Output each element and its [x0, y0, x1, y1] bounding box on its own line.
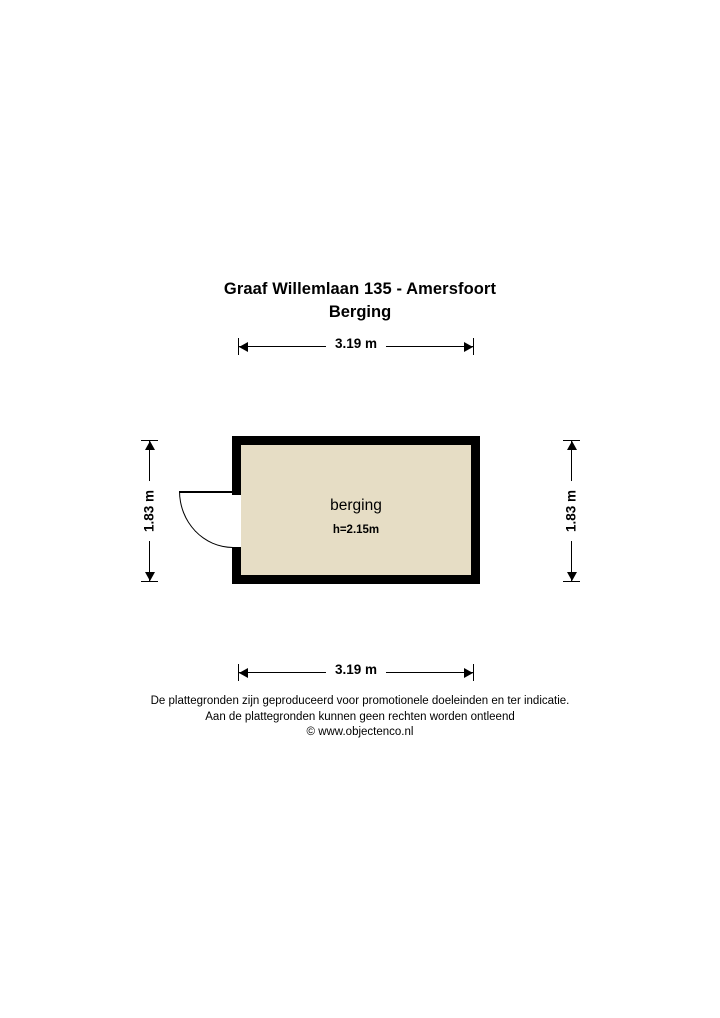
door-arc-icon [179, 491, 233, 548]
door-swing [179, 491, 234, 551]
dimension-tick-bottom [141, 581, 158, 582]
dimension-top-width-label: 3.19 m [326, 335, 386, 352]
footer-disclaimer [0, 694, 720, 741]
dimension-left-height-label: 1.83 m [141, 481, 158, 541]
page-title: Graaf Willemlaan 135 - Amersfoort [223, 280, 497, 298]
arrow-down-icon [145, 572, 155, 581]
footer-line-1: De plattegronden zijn geproduceerd voor promotionele doeleinden en ter indicatie. [150, 695, 570, 707]
plan-title-block [0, 278, 720, 323]
arrow-left-icon [239, 342, 248, 352]
dimension-right-height-label: 1.83 m [563, 481, 580, 541]
arrow-right-icon [464, 342, 473, 352]
dimension-top-width [238, 338, 474, 354]
footer-line-2: Aan de plattegronden kunnen geen rechten worden ontleend [205, 710, 515, 723]
arrow-up-icon [145, 441, 155, 450]
footer-copyright: © www.objectenco.nl [306, 726, 414, 738]
dimension-tick-right [473, 664, 474, 681]
room-height-label: h=2.15m [332, 524, 380, 536]
room-name-label: berging [330, 497, 382, 514]
arrow-left-icon [239, 668, 248, 678]
dimension-right-height [563, 440, 579, 582]
arrow-up-icon [567, 441, 577, 450]
arrow-right-icon [464, 668, 473, 678]
page-subtitle: Berging [328, 303, 392, 321]
dimension-bottom-width-label: 3.19 m [326, 661, 386, 678]
door-leaf-icon [179, 491, 233, 493]
dimension-bottom-width [238, 664, 474, 680]
dimension-tick-right [473, 338, 474, 355]
dimension-tick-bottom [563, 581, 580, 582]
floor-plan [232, 436, 480, 584]
arrow-down-icon [567, 572, 577, 581]
dimension-left-height [141, 440, 157, 582]
